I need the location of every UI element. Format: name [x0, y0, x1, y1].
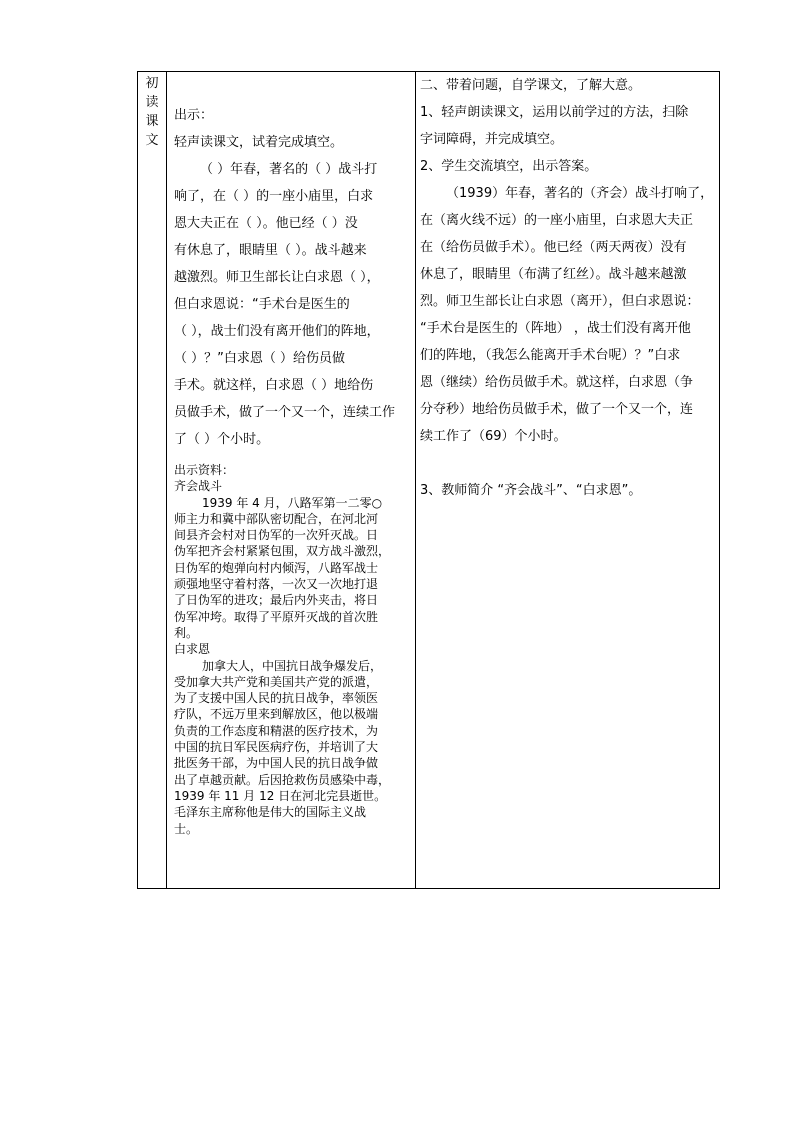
bio-line: 加拿大人，中国抗日战争爆发后， [202, 658, 383, 673]
battle-line: 1939 年 4 月，八路军第一二零○ [202, 495, 383, 510]
answer-line: 在（给伤员做手术）。他已经（两天两夜）没有 [420, 240, 687, 255]
lesson-table [137, 71, 720, 889]
bio-line: 士。 [174, 821, 199, 836]
material-block [174, 462, 390, 837]
battle-line: 日伪军的炮弹向村内倾泻，八路军战士 [174, 560, 379, 575]
answer-line: 们的阵地，（我怎么能离开手术台呢）？”白求 [420, 348, 681, 363]
fill-line: 员做手术，做了一个又一个，连续工作 [174, 405, 396, 420]
fill-line: 了（ ）个小时。 [174, 432, 270, 447]
fill-line: （ ）年春，著名的（ ）战斗打 [200, 162, 378, 177]
answer-line: 续工作了（69）个小时。 [420, 429, 567, 444]
battle-line: 伪军把齐会村紧紧包围，双方战斗激烈， [174, 544, 391, 559]
battle-line: 了日伪军的进攻；最后内外夹击，将日 [174, 593, 379, 608]
bio-title: 白求恩 [174, 642, 211, 657]
section-label [138, 72, 166, 150]
answer-line: 恩（继续）给伤员做手术。就这样，白求恩（争 [420, 375, 694, 390]
battle-line: 师主力和冀中部队密切配合，在河北河 [174, 511, 379, 526]
step-line: 3、教师简介 “齐会战斗”、“白求恩”。 [420, 483, 642, 498]
activity-steps [420, 72, 713, 450]
bio-line: 中国的抗日军民医病疗伤，并培训了大 [174, 740, 379, 755]
answer-line: “手术台是医生的（阵地） ，战士们没有离开他 [420, 321, 691, 336]
bio-line: 毛泽东主席称他是伟大的国际主义战 [174, 805, 367, 820]
fill-line: 但白求恩说：“手术台是医生的 [174, 297, 350, 312]
fill-in-passage [174, 156, 395, 453]
fill-line: 响了，在（ ）的一座小庙里，白求 [174, 189, 374, 204]
answer-line: 在（离火线不远）的一座小庙里，白求恩大夫正 [420, 213, 694, 228]
material-label: 出示资料： [174, 463, 235, 477]
answer-line: 休息了，眼睛里（布满了红丝）。战斗越来越激 [420, 267, 687, 282]
fill-line: 有休息了，眼睛里（ ）。战斗越来 [174, 243, 367, 258]
fill-line: （ ）？”白求恩（ ）给伤员做 [174, 351, 345, 366]
section-label-char: 初 [145, 76, 159, 91]
answer-line: 烈。师卫生部长让白求恩（离开），但白求恩说： [420, 294, 700, 309]
battle-title: 齐会战斗 [174, 479, 223, 494]
fill-instruction: 轻声读课文，试着完成填空。 [174, 135, 344, 150]
display-label: 出示： [174, 108, 214, 123]
bio-line: 受加拿大共产党和美国共产党的派遣， [174, 674, 379, 689]
column-divider [166, 72, 167, 888]
bio-line: 疗队，不远万里来到解放区，他以极端 [174, 707, 379, 722]
fill-line: 手术。就这样，白求恩（ ）地给伤 [174, 378, 374, 393]
step-line: 字词障碍，并完成填空。 [420, 132, 564, 147]
step-line: 2、学生交流填空，出示答案。 [420, 159, 598, 174]
bio-line: 批医务干部，为中国人民的抗日战争做 [174, 756, 379, 771]
answer-line: （1939）年春，著名的（齐会）战斗打响了， [446, 186, 714, 201]
fill-line: 恩大夫正在（ ）。他已经（ ）没 [174, 216, 358, 231]
section-label-char: 文 [145, 133, 159, 148]
step-line: 1、轻声朗读课文，运用以前学过的方法，扫除 [420, 105, 689, 120]
section-heading: 二、带着问题，自学课文，了解大意。 [420, 78, 642, 93]
battle-line: 顽强地坚守着村落，一次又一次地打退 [174, 577, 379, 592]
battle-line: 伪军冲垮。取得了平原歼灭战的首次胜 [174, 609, 379, 624]
column-divider [415, 72, 416, 888]
fill-line: 越激烈。师卫生部长让白求恩（ ）， [174, 270, 380, 285]
section-label-char: 课 [145, 114, 159, 129]
bio-line: 为了支援中国人民的抗日战争，率领医 [174, 691, 379, 706]
battle-line: 间县齐会村对日伪军的一次歼灭战。日 [174, 528, 379, 543]
fill-line: （ ），战士们没有离开他们的阵地， [174, 324, 380, 339]
answer-line: 分夺秒）地给伤员做手术，做了一个又一个，连 [420, 402, 694, 417]
section-label-char: 读 [145, 95, 159, 110]
battle-line: 利。 [174, 625, 199, 640]
bio-line: 出了卓越贡献。后因抢救伤员感染中毒， [174, 772, 391, 787]
bio-line: 1939 年 11 月 12 日在河北完县逝世。 [174, 788, 387, 803]
bio-line: 负责的工作态度和精湛的医疗技术，为 [174, 723, 379, 738]
